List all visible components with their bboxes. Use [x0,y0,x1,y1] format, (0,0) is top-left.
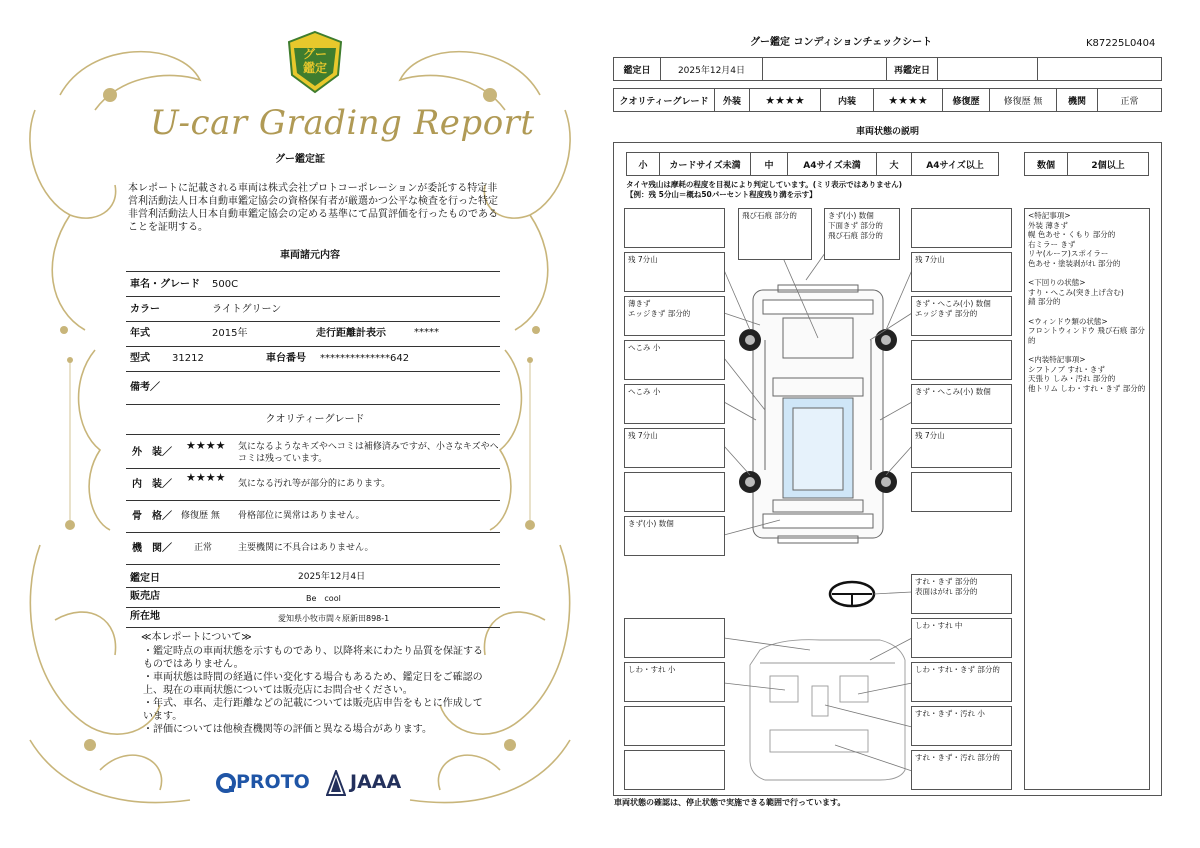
tire-note-2: 【例：残 5分山＝概ね50パーセント程度残り溝を示す】 [626,190,817,199]
mileage-value: ***** [414,327,439,338]
box-right-3 [911,340,1012,380]
quality-header: クオリティーグレード [265,414,365,425]
divider [126,321,500,322]
engine-value: 正常 [194,543,213,553]
box-left-0 [624,208,725,248]
note-1: ・鑑定時点の車両状態を示すものであり、以降将来にわたり品質を保証するものではありません。 [143,646,483,670]
count-label: 数個 [1024,152,1068,176]
engine-label: 機 関／ [132,543,172,554]
divider [126,434,500,435]
doc-id: K87225L0404 [1086,38,1156,49]
report-title: U-car Grading Report [150,103,535,143]
engine-label: 機関 [1056,88,1098,112]
logo-text: グー 鑑定 [302,47,327,75]
divider [126,404,500,405]
divider [126,532,500,533]
box-top-center-right: きず(小) 数個 下面きず 部分的 飛び石痕 部分的 [824,208,900,260]
appraisal-date-label: 鑑定日 [130,573,160,584]
model-label: 型式 [130,353,150,364]
proto-logo-text: PROTO [236,771,310,793]
proto-logo-icon [216,772,236,794]
year-label: 年式 [130,328,150,339]
divider [126,627,500,628]
chassis-label: 車台番号 [266,353,306,364]
color-label: カラー [130,304,160,315]
divider [126,607,500,608]
goo-kantei-logo [286,30,344,94]
box-int-left-1 [624,618,725,658]
size-small-label: 小 [626,152,660,176]
certificate-title: グー鑑定証 [275,154,325,165]
interior-stars: ★★★★ [186,471,226,484]
box-left-4: へこみ 小 [624,384,725,424]
date-value: 2025年12月4日 [660,57,763,81]
about-header: ≪本レポートについて≫ [141,632,252,643]
box-int-right-1: しわ・すれ 中 [911,618,1012,658]
repair-value: 修復歴 無 [989,88,1057,112]
box-right-0 [911,208,1012,248]
section-title: 車両状態の説明 [613,119,1162,143]
color-value: ライトグリーン [212,304,282,315]
divider [126,371,500,372]
remarks-label: 備考／ [130,382,160,393]
steering-wheel-icon [830,582,874,606]
box-right-5: 残 7分山 [911,428,1012,468]
size-mid-desc: A4サイズ未満 [787,152,877,176]
box-left-2: 薄きず エッジきず 部分的 [624,296,725,336]
jaaa-logo-icon [326,770,346,796]
address-label: 所在地 [130,611,160,622]
ext-label: 外装 [714,88,750,112]
note-3: ・年式、車名、走行距離などの記載については販売店申告をもとに作成しています。 [143,698,483,722]
exterior-note: 気になるようなキズやヘコミは補修済みですが、小さなキズやヘコミは残っています。 [238,442,499,464]
divider [126,271,500,272]
redate-label: 再鑑定日 [886,57,938,81]
appraisal-date-value: 2025年12月4日 [298,572,366,582]
engine-note: 主要機関に不具合はありません。 [238,543,374,553]
name-grade-label: 車名・グレード [130,279,200,290]
engine-value: 正常 [1097,88,1162,112]
divider [126,564,500,565]
box-left-5: 残 7分山 [624,428,725,468]
box-right-4: きず・へこみ(小) 数個 [911,384,1012,424]
box-int-left-3 [624,706,725,746]
int-stars: ★★★★ [873,88,943,112]
chassis-value: **************642 [320,353,410,364]
size-mid-label: 中 [750,152,788,176]
special-notes: <特記事項> 外装 薄きず 幌 色あせ・くもり 部分的 右ミラー きず リヤ(ルーフ)スポイラー 色あせ・塗装剥がれ 部分的 <下回りの状態> すり・へこみ(突き上げ含む) 錆 部分的 <ウィンドウ類の状態> フロントウィンドウ 飛び石痕 部分的 <内装特記事項> シフトノブ すれ・きず 天張り しみ・汚れ 部分的 他トリム しわ・すれ・きず 部分的 [1024,208,1150,790]
interior-note: 気になる汚れ等が部分的にあります。 [238,479,391,489]
size-small-desc: カードサイズ未満 [659,152,751,176]
mileage-label: 走行距離計表示 [316,328,386,339]
box-left-3: へこみ 小 [624,340,725,380]
date-label: 鑑定日 [613,57,661,81]
divider [126,296,500,297]
tire-note-1: タイヤ残山は摩耗の程度を目視により判定しています。(ミリ表示ではありません) [626,180,903,189]
sheet-title: グー鑑定 コンディションチェックシート [750,37,933,48]
box-right-6 [911,472,1012,512]
size-large-label: 大 [876,152,912,176]
model-value: 31212 [172,353,204,364]
divider [126,587,500,588]
frame-value: 修復歴 無 [181,511,220,521]
quality-label: クオリティーグレード [613,88,715,112]
int-label: 内装 [820,88,874,112]
box-right-2: きず・へこみ(小) 数個 エッジきず 部分的 [911,296,1012,336]
box-steering: すれ・きず 部分的 表面はがれ 部分的 [911,574,1012,614]
exterior-label: 外 装／ [132,447,172,458]
year-value: 2015年 [212,328,248,339]
box-int-left-2: しわ・すれ 小 [624,662,725,702]
dealer-label: 販売店 [130,591,160,602]
box-top-center-left: 飛び石痕 部分的 [738,208,812,260]
note-2: ・車両状態は時間の経過に伴い変化する場合もあるため、鑑定日をご確認の上、現在の車両状態については販売店にお問合せください。 [143,672,483,696]
divider [126,500,500,501]
frame-note: 骨格部位に異常はありません。 [238,511,365,521]
certificate-intro: 本レポートに記載される車両は株式会社プロトコーポレーションが委託する特定非営利活動法人日本自動車鑑定協会の資格保有者が厳選かつ公平な検査を行った特定非営利活動法人日本自動車鑑定協会の定める基準にて品質評価を行ったものであることを証明する。 [128,183,498,233]
box-int-left-4 [624,750,725,790]
jaaa-logo-text: JAAA [350,771,402,793]
note-4: ・評価については他検査機関等の評価と異なる場合があります。 [143,724,432,735]
frame-label: 骨 格／ [132,511,172,522]
name-grade-value: 500C [212,279,239,290]
ext-stars: ★★★★ [749,88,821,112]
address-value: 愛知県小牧市間々原新田898-1 [278,614,390,623]
box-left-7: きず(小) 数個 [624,516,725,556]
box-left-1: 残 7分山 [624,252,725,292]
spec-header: 車両諸元内容 [280,250,340,261]
count-value: 2個以上 [1067,152,1149,176]
interior-label: 内 装／ [132,479,172,490]
box-right-1: 残 7分山 [911,252,1012,292]
box-int-right-2: しわ・すれ・きず 部分的 [911,662,1012,702]
exterior-stars: ★★★★ [186,439,226,452]
box-int-right-3: すれ・きず・汚れ 小 [911,706,1012,746]
repair-label: 修復歴 [942,88,990,112]
dealer-value: Be cool [306,594,341,603]
size-large-desc: A4サイズ以上 [911,152,999,176]
divider [126,346,500,347]
box-left-6 [624,472,725,512]
divider [126,468,500,469]
condition-check-sheet [600,0,1200,848]
sheet-footer: 車両状態の確認は、停止状態で実施できる範囲で行っています。 [614,798,846,807]
box-int-right-4: すれ・きず・汚れ 部分的 [911,750,1012,790]
